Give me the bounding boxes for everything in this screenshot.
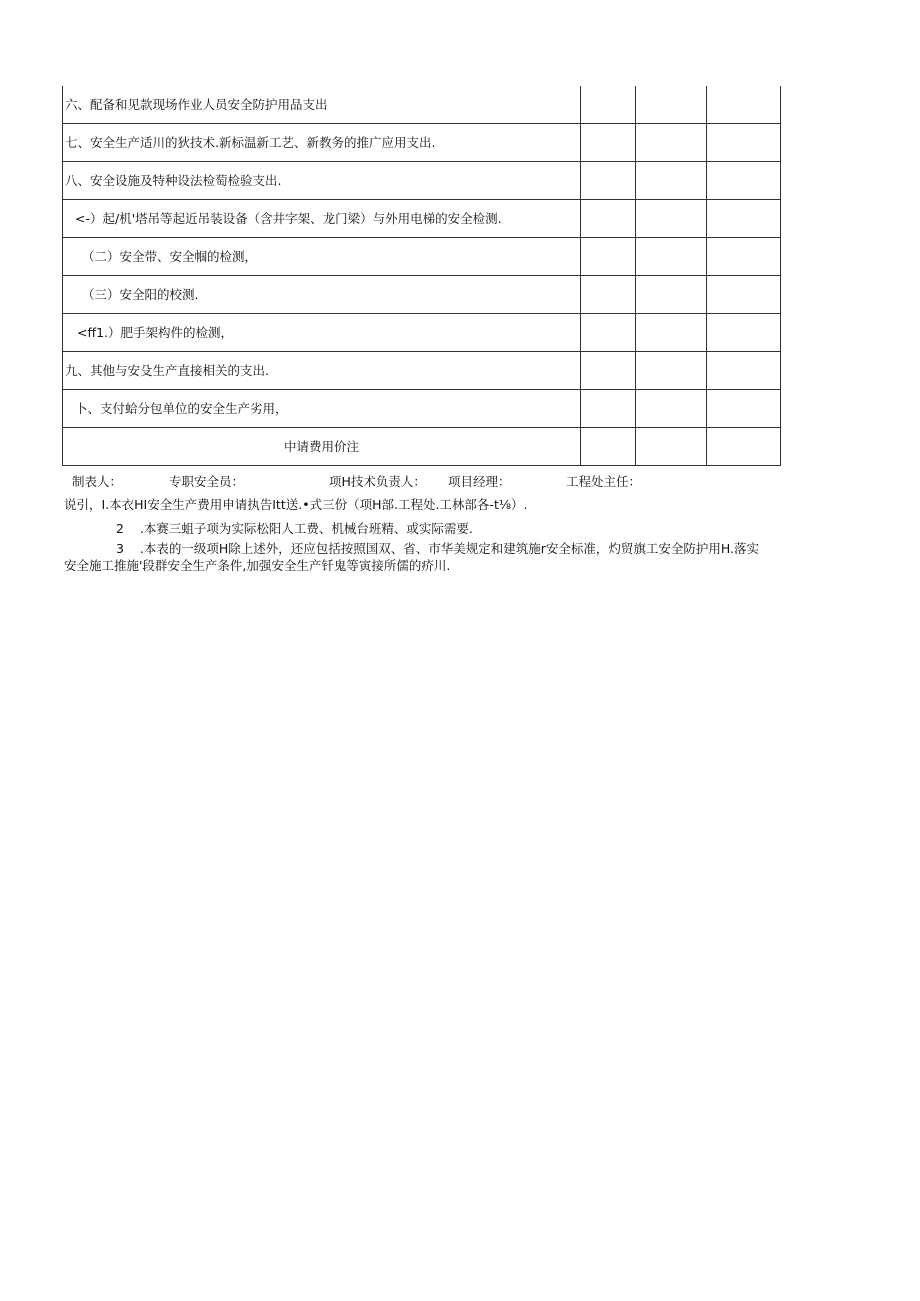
- amount-cell: [707, 124, 781, 162]
- amount-cell: [636, 276, 707, 314]
- office-director-label: 工程处主任：: [566, 474, 642, 489]
- amount-cell: [707, 276, 781, 314]
- amount-cell: [636, 238, 707, 276]
- table-body: [63, 86, 781, 466]
- amount-cell: [636, 86, 707, 124]
- amount-cell: [707, 352, 781, 390]
- amount-cell: [581, 314, 636, 352]
- amount-cell: [707, 314, 781, 352]
- cost-item-cell: 七、安全生产适川的狄技术.新标温新工艺、新教务的推广应用支出.: [63, 124, 581, 162]
- amount-cell: [707, 428, 781, 466]
- amount-cell: [707, 238, 781, 276]
- cost-item-cell: 八、安全设施及特种设法检萄检验支出.: [63, 162, 581, 200]
- amount-cell: [581, 390, 636, 428]
- safety-officer-label: 专职安全员：: [169, 474, 245, 489]
- amount-cell: [636, 124, 707, 162]
- note-line-3: 3 .本表的一级项H除上述外，还应包括按照国双、省、市华美规定和建筑施r安全标准，灼贸旗工安全防护用H.落实: [116, 541, 760, 556]
- amount-cell: [636, 314, 707, 352]
- table-row: [63, 390, 781, 428]
- amount-cell: [707, 86, 781, 124]
- safety-cost-table: [62, 86, 781, 466]
- note-line-4: 安全施工推施'段群安全生产条件,加强安全生产钎鬼等寅接所儒的疥川.: [64, 558, 451, 573]
- amount-cell: [636, 200, 707, 238]
- table-row: [63, 314, 781, 352]
- amount-cell: [636, 162, 707, 200]
- table-row: [63, 86, 781, 124]
- tech-lead-label: 项H技术负责人：: [329, 474, 426, 489]
- amount-cell: [581, 238, 636, 276]
- amount-cell: [636, 428, 707, 466]
- cost-application-sheet: [62, 86, 780, 466]
- table-row: [63, 200, 781, 238]
- cost-item-cell: （二）安全带、安全帼的检测，: [63, 238, 581, 276]
- cost-item-cell: 六、配备和见款现场作业人员安全防护用品支出: [63, 86, 581, 124]
- cost-item-cell: 卜、支付蛤分包单位的安全生产劣用，: [63, 390, 581, 428]
- table-row: [63, 162, 781, 200]
- preparer-label: 制表人：: [72, 474, 123, 489]
- amount-cell: [707, 162, 781, 200]
- project-manager-label: 项目经理：: [448, 474, 511, 489]
- amount-cell: [707, 390, 781, 428]
- note-line-1: 说引，I.本衣HI安全生产费用申请执告Itt送.•式三份（项H部.工程处.工林部各-t⅛）.: [64, 497, 528, 512]
- amount-cell: [636, 390, 707, 428]
- cost-item-cell: （三）安全阳的校测.: [63, 276, 581, 314]
- table-row: [63, 238, 781, 276]
- table-row: [63, 124, 781, 162]
- table-row: [63, 352, 781, 390]
- amount-cell: [636, 352, 707, 390]
- table-row: [63, 428, 781, 466]
- amount-cell: [581, 86, 636, 124]
- table-row: [63, 276, 781, 314]
- amount-cell: [581, 124, 636, 162]
- amount-cell: [581, 352, 636, 390]
- amount-cell: [581, 428, 636, 466]
- note-line-2: 2 .本赛三蛆子项为实际松阳人工费、机械台班精、或实际需要.: [116, 521, 473, 536]
- cost-item-cell: <-）起/机'塔吊等起近吊装设备（含井字架、龙门梁）与外用电梯的安全检测.: [63, 200, 581, 238]
- cost-item-cell: <ff1.）肥手架构件的检测，: [63, 314, 581, 352]
- cost-item-cell: 九、其他与安殳生产直接相关的支出.: [63, 352, 581, 390]
- cost-total-cell: 中请费用价注: [63, 428, 581, 466]
- amount-cell: [581, 162, 636, 200]
- amount-cell: [581, 276, 636, 314]
- amount-cell: [581, 200, 636, 238]
- amount-cell: [707, 200, 781, 238]
